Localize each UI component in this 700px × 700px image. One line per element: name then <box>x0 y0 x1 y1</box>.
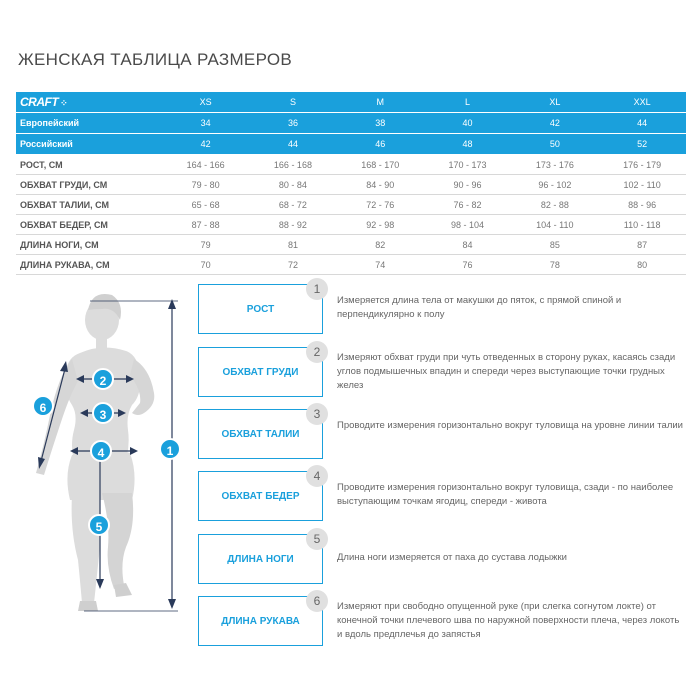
row-label: ОБХВАТ ТАЛИИ, СМ <box>20 199 110 210</box>
size-header-cell: L <box>465 97 471 107</box>
figure-badge: 3 <box>92 402 114 424</box>
size-header-cell: XXL <box>633 97 651 107</box>
table-cell: 85 <box>549 239 560 250</box>
measurement-explanation <box>198 284 688 334</box>
table-cell: 104 - 110 <box>536 219 574 230</box>
measurement-name-box: ОБХВАТ ГРУДИ <box>198 347 323 397</box>
table-cell: 79 <box>200 239 211 250</box>
page-title: ЖЕНСКАЯ ТАБЛИЦА РАЗМЕРОВ <box>18 50 293 69</box>
table-cell: 44 <box>637 118 648 128</box>
table-cell: 170 - 173 <box>448 159 487 170</box>
row-label: Европейский <box>20 118 80 128</box>
measurement-description: Длина ноги измеряется от паха до сустава лодыжки <box>337 552 567 563</box>
size-header-cell: S <box>289 97 296 107</box>
figure-badge: 1 <box>159 438 181 460</box>
table-row <box>16 255 686 275</box>
craft-logo: CRAFT <box>20 95 59 109</box>
measurement-explanation <box>198 347 688 397</box>
table-cell: 76 <box>462 259 473 270</box>
table-cell: 42 <box>549 118 560 128</box>
table-cell: 90 - 96 <box>453 179 482 190</box>
body-measurement-figure <box>22 285 192 615</box>
row-label: ОБХВАТ ГРУДИ, СМ <box>20 179 108 190</box>
size-header-row <box>16 92 686 112</box>
table-cell: 110 - 118 <box>623 219 661 230</box>
measurement-name-box: ОБХВАТ БЕДЕР <box>198 471 323 521</box>
table-cell: 82 - 88 <box>540 199 569 210</box>
table-cell: 80 <box>637 259 648 270</box>
table-cell: 68 - 72 <box>278 199 307 210</box>
table-cell: 36 <box>287 118 298 128</box>
table-cell: 102 - 110 <box>623 179 661 190</box>
table-cell: 176 - 179 <box>623 159 662 170</box>
table-cell: 87 <box>637 239 648 250</box>
table-cell: 164 - 166 <box>186 159 225 170</box>
table-cell: 74 <box>375 259 386 270</box>
table-row <box>16 215 686 235</box>
figure-badge: 6 <box>32 395 54 417</box>
size-header-cell: M <box>376 97 384 107</box>
measurement-name-box: ОБХВАТ ТАЛИИ <box>198 409 323 459</box>
table-cell: 42 <box>200 139 211 149</box>
table-cell: 52 <box>637 139 648 149</box>
measurement-explanation <box>198 471 688 521</box>
table-cell: 34 <box>200 118 211 128</box>
table-cell: 38 <box>375 118 386 128</box>
size-row-russian <box>16 134 686 154</box>
measurement-explanation <box>198 596 688 646</box>
table-cell: 80 - 84 <box>278 179 307 190</box>
measurement-explanation <box>198 409 688 459</box>
table-cell: 166 - 168 <box>273 159 312 170</box>
table-cell: 72 <box>287 259 298 270</box>
table-cell: 96 - 102 <box>538 179 572 190</box>
table-cell: 92 - 98 <box>366 219 395 230</box>
size-header-cell: XL <box>549 97 561 107</box>
size-table <box>16 92 686 275</box>
brand-logo <box>16 95 162 109</box>
figure-badge: 2 <box>92 368 114 390</box>
row-label: РОСТ, СМ <box>20 159 63 170</box>
measurement-name-box: ДЛИНА НОГИ <box>198 534 323 584</box>
row-label: ОБХВАТ БЕДЕР, СМ <box>20 219 108 230</box>
row-label: ДЛИНА РУКАВА, СМ <box>20 259 110 270</box>
measurement-name-box: ДЛИНА РУКАВА <box>198 596 323 646</box>
table-cell: 40 <box>462 118 473 128</box>
table-cell: 84 <box>462 239 473 250</box>
measurement-explanation <box>198 534 688 584</box>
measurement-description: Измеряется длина тела от макушки до пяток, с прямой спиной и перпендикулярно к полу <box>337 295 622 320</box>
table-cell: 46 <box>375 139 386 149</box>
measurement-number: 4 <box>306 465 328 487</box>
table-cell: 72 - 76 <box>366 199 395 210</box>
table-cell: 98 - 104 <box>451 219 485 230</box>
table-cell: 70 <box>200 259 211 270</box>
measurement-description: Проводите измерения горизонтально вокруг туловища, сзади - по наиболее выступающим точкам ягодиц, спереди - живота <box>337 482 674 507</box>
table-row <box>16 155 686 175</box>
measurement-description: Измеряют обхват груди при чуть отведенных в сторону руках, касаясь сзади углов подмышечных впадин и спереди через выступающие точки грудных желез <box>337 352 676 391</box>
table-cell: 44 <box>287 139 298 149</box>
figure-badge: 5 <box>88 514 110 536</box>
measurement-number: 5 <box>306 528 328 550</box>
table-cell: 79 - 80 <box>191 179 220 190</box>
row-label: ДЛИНА НОГИ, СМ <box>20 239 99 250</box>
logo-dots-icon: ⁘ <box>60 98 68 108</box>
table-cell: 168 - 170 <box>361 159 400 170</box>
measurement-number: 3 <box>306 403 328 425</box>
table-cell: 88 - 92 <box>278 219 307 230</box>
measurement-number: 6 <box>306 590 328 612</box>
table-cell: 48 <box>462 139 473 149</box>
table-cell: 65 - 68 <box>191 199 220 210</box>
measurement-description: Проводите измерения горизонтально вокруг туловища на уровне линии талии <box>337 420 683 431</box>
table-row <box>16 175 686 195</box>
row-label: Российский <box>20 139 73 149</box>
table-cell: 84 - 90 <box>366 179 395 190</box>
table-cell: 88 - 96 <box>628 199 657 210</box>
table-cell: 78 <box>549 259 560 270</box>
table-cell: 50 <box>549 139 560 149</box>
table-row <box>16 195 686 215</box>
table-row <box>16 235 686 255</box>
table-cell: 76 - 82 <box>453 199 482 210</box>
table-cell: 87 - 88 <box>191 219 220 230</box>
size-header-cell: XS <box>199 97 212 107</box>
measurement-number: 1 <box>306 278 328 300</box>
measurement-number: 2 <box>306 341 328 363</box>
size-row-european <box>16 113 686 133</box>
table-cell: 173 - 176 <box>535 159 574 170</box>
table-cell: 82 <box>375 239 386 250</box>
table-cell: 81 <box>287 239 298 250</box>
figure-badge: 4 <box>90 440 112 462</box>
measurement-name-box: РОСТ <box>198 284 323 334</box>
measurement-description: Измеряют при свободно опущенной руке (при слегка согнутом локте) от конечной точки плечевого шва по наружной поверхности плеча, через локоть и вдоль предплечья до запястья <box>337 601 680 640</box>
